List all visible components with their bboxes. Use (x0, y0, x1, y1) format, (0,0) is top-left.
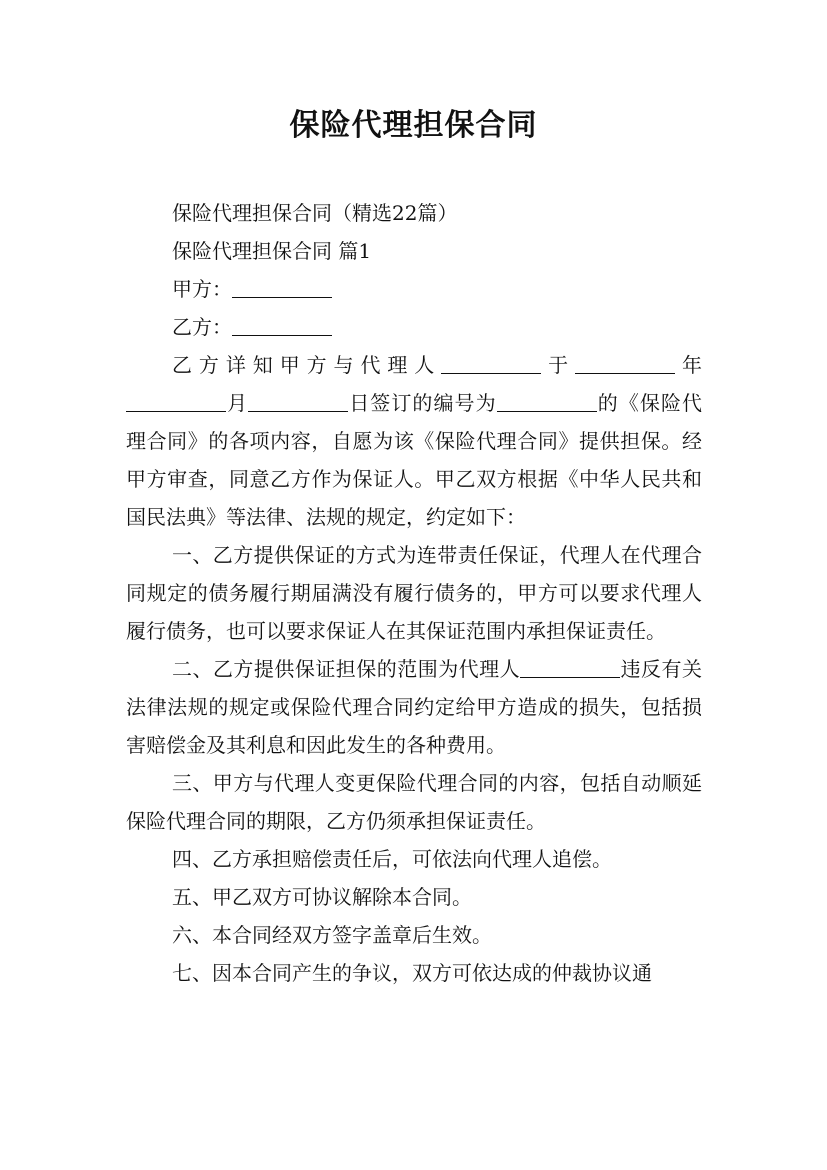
party-b-blank (232, 315, 332, 336)
agent-name-blank (441, 353, 541, 374)
party-b-line (126, 308, 702, 346)
year-blank (575, 353, 675, 374)
clause-2-text-1: 二、乙方提供保证担保的范围为代理人 (172, 657, 521, 681)
clause-7: 七、因本合同产生的争议，双方可依达成的仲裁协议通 (172, 961, 652, 985)
document-subtitle: 保险代理担保合同（精选22篇） (172, 201, 458, 225)
intro-text-2: 于 (541, 353, 576, 377)
clause-4: 四、乙方承担赔偿责任后，可依法向代理人追偿。 (172, 847, 612, 871)
clause-2-agent-blank (520, 657, 620, 678)
clause-2 (126, 650, 702, 764)
clause-5: 五、甲乙双方可协议解除本合同。 (172, 885, 472, 909)
intro-text-4: 月 (226, 391, 249, 415)
clause-1: 一、乙方提供保证的方式为连带责任保证，代理人在代理合同规定的债务履行期届满没有履行债务的，甲方可以要求代理人履行债务，也可以要求保证人在其保证范围内承担保证责任。 (126, 543, 702, 643)
document-body (126, 194, 702, 992)
clause-2-text-2: 违反有关法律法规的规定或保险代理合同约定给甲方造成的损失，包括损害赔偿金及其利息和因此发生的各种费用。 (126, 657, 703, 757)
party-a-line (126, 270, 702, 308)
intro-text-6: 的《保险代理合同》的各项内容，自愿为该《保险代理合同》提供担保。经甲方审查，同意乙方作为保证人。甲乙双方根据《中华人民共和国民法典》等法律、法规的规定，约定如下： (126, 391, 703, 529)
clause-3: 三、甲方与代理人变更保险代理合同的内容，包括自动顺延保险代理合同的期限，乙方仍须承担保证责任。 (126, 771, 702, 833)
document-title: 保险代理担保合同 (289, 108, 538, 143)
clause-6: 六、本合同经双方签字盖章后生效。 (172, 923, 492, 947)
intro-text-5: 日签订的编号为 (348, 391, 497, 415)
day-blank (248, 391, 348, 412)
party-a-blank (232, 277, 332, 298)
section-heading: 保险代理担保合同 篇1 (172, 239, 372, 263)
party-a-label: 甲方： (172, 277, 232, 301)
intro-paragraph (126, 346, 702, 536)
party-b-label: 乙方： (172, 315, 232, 339)
intro-text-3: 年 (675, 353, 703, 377)
contract-number-blank (497, 391, 597, 412)
intro-text-1: 乙方详知甲方与代理人 (172, 353, 442, 377)
month-blank (126, 391, 226, 412)
